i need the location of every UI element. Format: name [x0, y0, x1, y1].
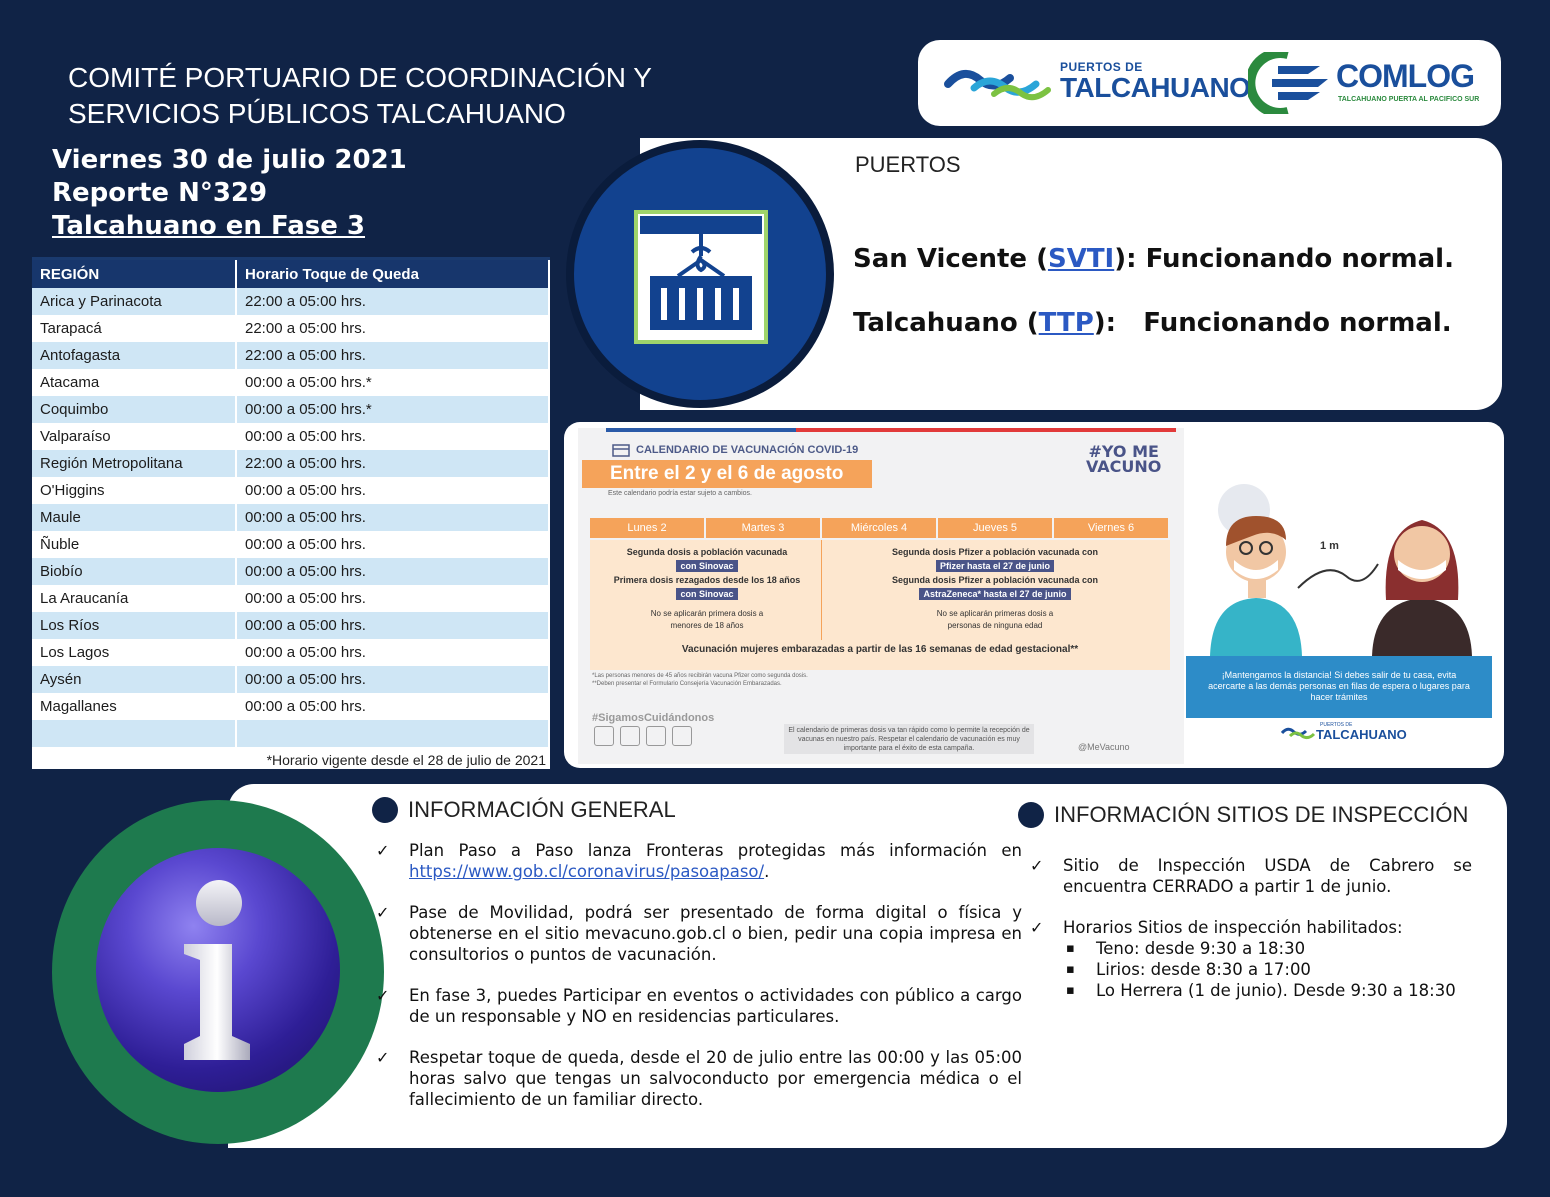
sigamos-hashtag: #SigamosCuidándonos: [592, 712, 715, 724]
calendar-disclaimer: Este calendario podría estar sujeto a cambios.: [608, 490, 752, 497]
schedule-cell: 00:00 a 05:00 hrs.: [236, 666, 549, 693]
inspection-title: INFORMACIÓN SITIOS DE INSPECCIÓN: [1054, 802, 1469, 827]
list-item: ✓ Respetar toque de queda, desde el 20 de julio entre las 00:00 y las 05:00 horas salvo que tengas un salvoconducto por emergencia médica o el fallecimiento de un familiar directo.: [372, 1047, 1022, 1110]
table-row: [32, 369, 549, 396]
calendar-title: CALENDARIO DE VACUNACIÓN COVID-19: [636, 444, 859, 456]
table-row: [32, 450, 549, 477]
general-info-list: [372, 840, 1022, 1130]
left-dose-1: Segunda dosis a población vacunada: [626, 547, 788, 557]
right-dose-3: No se aplicarán primeras dosis a personas de ninguna edad: [936, 609, 1054, 630]
calendar-icon: [612, 443, 630, 457]
calendar-right-column: [830, 546, 1160, 632]
logo-small-text: PUERTOS DE: [1060, 60, 1143, 74]
table-row: [32, 720, 549, 747]
table-row: [32, 693, 549, 720]
report-heading: [52, 144, 407, 243]
comlog-tagline: TALCAHUANO PUERTA AL PACIFICO SUR: [1338, 96, 1480, 103]
port-name: Talcahuano: [853, 308, 1018, 338]
table-row: [32, 531, 549, 558]
curfew-header-row: [32, 260, 549, 288]
inspection-list: [1026, 855, 1472, 1001]
table-row: [32, 639, 549, 666]
day-label: Viernes 6: [1054, 518, 1168, 538]
table-row: [32, 585, 549, 612]
mask-icon: [594, 726, 614, 746]
distance-icon: [646, 726, 666, 746]
info-i-dot: [196, 880, 242, 926]
two-people-masks-icon: [1186, 480, 1492, 656]
curfew-header-schedule: Horario Toque de Queda: [236, 260, 549, 288]
comlog-text: COMLOG: [1336, 58, 1474, 94]
footnote-2: **Deben presentar el Formulario Consejería Vacunación Embarazadas.: [592, 681, 782, 687]
schedule-cell: 00:00 a 05:00 hrs.: [236, 585, 549, 612]
schedule-cell: 00:00 a 05:00 hrs.: [236, 612, 549, 639]
schedule-cell: 22:00 a 05:00 hrs.: [236, 450, 549, 477]
table-row: [32, 558, 549, 585]
port-san-vicente: San Vicente (SVTI): Funcionando normal.: [853, 244, 1454, 274]
schedule-cell: 22:00 a 05:00 hrs.: [236, 342, 549, 369]
table-row: [32, 288, 549, 315]
list-item: ✓ En fase 3, puedes Participar en eventos o actividades con público a cargo de un responsable y NO en residencias particulares.: [372, 985, 1022, 1027]
empty-cell: [32, 720, 236, 747]
region-cell: La Araucanía: [32, 585, 236, 612]
logo-box: [918, 40, 1501, 126]
container-crane-icon: [574, 148, 826, 400]
day-label: Martes 3: [706, 518, 820, 538]
region-cell: Tarapacá: [32, 315, 236, 342]
left-dose-2-tag: con Sinovac: [676, 588, 737, 600]
empty-cell: [236, 720, 549, 747]
report-phase: Talcahuano en Fase 3: [52, 211, 366, 241]
logo-big-text: TALCAHUANO: [1316, 727, 1407, 742]
handwash-icon: [620, 726, 640, 746]
left-dose-3: No se aplicarán primera dosis a menores de 18 años: [650, 609, 764, 630]
right-dose-2-tag: AstraZeneca* hasta el 27 de junio: [919, 588, 1070, 600]
hashtag-line1: #YO ME: [1088, 442, 1159, 461]
table-row: [32, 612, 549, 639]
committee-title: [68, 60, 768, 132]
talcahuano-logo-small: [1280, 722, 1440, 746]
table-row: [32, 504, 549, 531]
ventilate-icon: [672, 726, 692, 746]
curfew-body: [32, 288, 549, 747]
region-cell: Magallanes: [32, 693, 236, 720]
region-cell: Arica y Parinacota: [32, 288, 236, 315]
calendar-info-box: El calendario de primeras dosis va tan rápido como lo permite la recepción de vacunas en nuestro país. Respetar el calendario de vacunación es muy importante para el éxito de esta campaña.: [784, 724, 1034, 754]
general-info-title: INFORMACIÓN GENERAL: [408, 797, 676, 822]
day-label: Jueves 5: [938, 518, 1052, 538]
calendar-range: Entre el 2 y el 6 de agosto: [582, 460, 872, 488]
waves-icon: [944, 58, 1054, 108]
left-dose-1-tag: con Sinovac: [676, 560, 737, 572]
care-icons: [594, 726, 704, 754]
item-text: Plan Paso a Paso lanza Fronteras protegidas más información en: [409, 841, 1022, 860]
region-cell: Aysén: [32, 666, 236, 693]
schedule-cell: 00:00 a 05:00 hrs.: [236, 531, 549, 558]
region-cell: Coquimbo: [32, 396, 236, 423]
waves-icon: [1280, 724, 1316, 742]
social-handle: @MeVacuno: [1078, 742, 1130, 752]
ports-label: PUERTOS: [855, 152, 961, 177]
distance-label: 1 m: [1320, 540, 1339, 552]
region-cell: Antofagasta: [32, 342, 236, 369]
distance-message: ¡Mantengamos la distancia! Si debes salir de tu casa, evita acercarte a las demás personas en filas de espera o lugares para hacer trámites: [1186, 656, 1492, 718]
item-text: Horarios Sitios de inspección habilitados:: [1063, 918, 1403, 937]
region-cell: Los Lagos: [32, 639, 236, 666]
pasoapaso-link[interactable]: https://www.gob.cl/coronavirus/pasoapaso/: [409, 862, 765, 881]
table-row: [32, 342, 549, 369]
schedule-cell: 00:00 a 05:00 hrs.: [236, 558, 549, 585]
port-status: Funcionando normal.: [1145, 244, 1454, 274]
region-cell: Región Metropolitana: [32, 450, 236, 477]
pregnant-vaccination: Vacunación mujeres embarazadas a partir de las 16 semanas de edad gestacional**: [681, 644, 1079, 655]
left-dose-2: Primera dosis rezagados desde los 18 años: [613, 575, 801, 585]
committee-title-line2: SERVICIOS PÚBLICOS TALCAHUANO: [68, 98, 566, 129]
puertos-talcahuano-logo: [944, 56, 1251, 108]
vaccination-calendar: [578, 428, 1184, 764]
inspection-sites: [1026, 938, 1472, 1001]
region-cell: Ñuble: [32, 531, 236, 558]
curfew-note: *Horario vigente desde el 28 de julio de 2021: [266, 752, 546, 768]
curfew-table: [32, 257, 550, 769]
ports-circle: [566, 140, 834, 408]
schedule-cell: 00:00 a 05:00 hrs.: [236, 693, 549, 720]
schedule-cell: 00:00 a 05:00 hrs.*: [236, 396, 549, 423]
flag-bar: [606, 428, 1176, 432]
schedule-cell: 22:00 a 05:00 hrs.: [236, 315, 549, 342]
port-name: San Vicente: [853, 244, 1028, 274]
port-code-link[interactable]: TTP: [1038, 308, 1094, 338]
calendar-footnotes: [592, 672, 808, 688]
table-row: [32, 477, 549, 504]
region-cell: Biobío: [32, 558, 236, 585]
schedule-cell: 00:00 a 05:00 hrs.: [236, 423, 549, 450]
day-label: Lunes 2: [590, 518, 704, 538]
right-dose-1: Segunda dosis Pfizer a población vacunada con: [891, 547, 1099, 557]
yo-me-vacuno-logo: [1086, 444, 1161, 474]
region-cell: Atacama: [32, 369, 236, 396]
distance-illustration: [1186, 480, 1492, 720]
footnote-1: *Las personas menores de 45 años recibirán vacuna Pfizer como segunda dosis.: [592, 673, 808, 679]
region-cell: Maule: [32, 504, 236, 531]
hashtag-line2: VACUNO: [1086, 457, 1162, 476]
logo-big-text: TALCAHUANO: [1060, 72, 1251, 103]
region-cell: O'Higgins: [32, 477, 236, 504]
heading-bullet: [372, 797, 398, 823]
calendar-days: [590, 518, 1170, 538]
inspection-site: ▪ Teno: desde 9:30 a 18:30: [1058, 938, 1472, 959]
port-talcahuano: Talcahuano (TTP): Funcionando normal.: [853, 308, 1452, 338]
region-cell: Valparaíso: [32, 423, 236, 450]
right-dose-1-tag: Pfizer hasta el 27 de junio: [936, 560, 1054, 572]
general-info-heading: [372, 797, 676, 823]
schedule-cell: 00:00 a 05:00 hrs.: [236, 477, 549, 504]
region-cell: Los Ríos: [32, 612, 236, 639]
list-item: ✓ Sitio de Inspección USDA de Cabrero se encuentra CERRADO a partir 1 de junio.: [1026, 855, 1472, 897]
list-item: ✓ Pase de Movilidad, podrá ser presentado de forma digital o física y obtenerse en el sitio mevacuno.gob.cl o bien, pedir una copia impresa en consultorios o puntos de vacunación.: [372, 902, 1022, 965]
committee-title-line1: COMITÉ PORTUARIO DE COORDINACIÓN Y: [68, 62, 652, 93]
curfew-header-region: REGIÓN: [32, 260, 236, 288]
schedule-cell: 00:00 a 05:00 hrs.: [236, 504, 549, 531]
info-i-stem: [180, 940, 252, 1062]
table-row: [32, 396, 549, 423]
schedule-cell: 00:00 a 05:00 hrs.: [236, 639, 549, 666]
table-row: [32, 315, 549, 342]
logo-small-text: PUERTOS DE: [1320, 722, 1353, 728]
comlog-logo: [1248, 52, 1478, 114]
comlog-emblem-icon: [1248, 52, 1332, 114]
inspection-heading: [1018, 802, 1468, 828]
port-status: Funcionando normal.: [1143, 308, 1452, 338]
heading-bullet: [1018, 802, 1044, 828]
list-item: ✓ Plan Paso a Paso lanza Fronteras protegidas más información en https://www.gob.cl/coronavirus/pasoapaso/.: [372, 840, 1022, 882]
table-row: [32, 666, 549, 693]
inspection-site: ▪ Lirios: desde 8:30 a 17:00: [1058, 959, 1472, 980]
inspection-site: ▪ Lo Herrera (1 de junio). Desde 9:30 a 18:30: [1058, 980, 1472, 1001]
list-item: [1026, 917, 1472, 1001]
calendar-left-column: [600, 546, 814, 632]
schedule-cell: 22:00 a 05:00 hrs.: [236, 288, 549, 315]
right-dose-2: Segunda dosis Pfizer a población vacunada con: [891, 575, 1099, 585]
report-date: Viernes 30 de julio 2021: [52, 145, 407, 175]
schedule-cell: 00:00 a 05:00 hrs.*: [236, 369, 549, 396]
port-code-link[interactable]: SVTI: [1047, 244, 1115, 274]
table-row: [32, 423, 549, 450]
report-number: Reporte N°329: [52, 178, 268, 208]
day-label: Miércoles 4: [822, 518, 936, 538]
